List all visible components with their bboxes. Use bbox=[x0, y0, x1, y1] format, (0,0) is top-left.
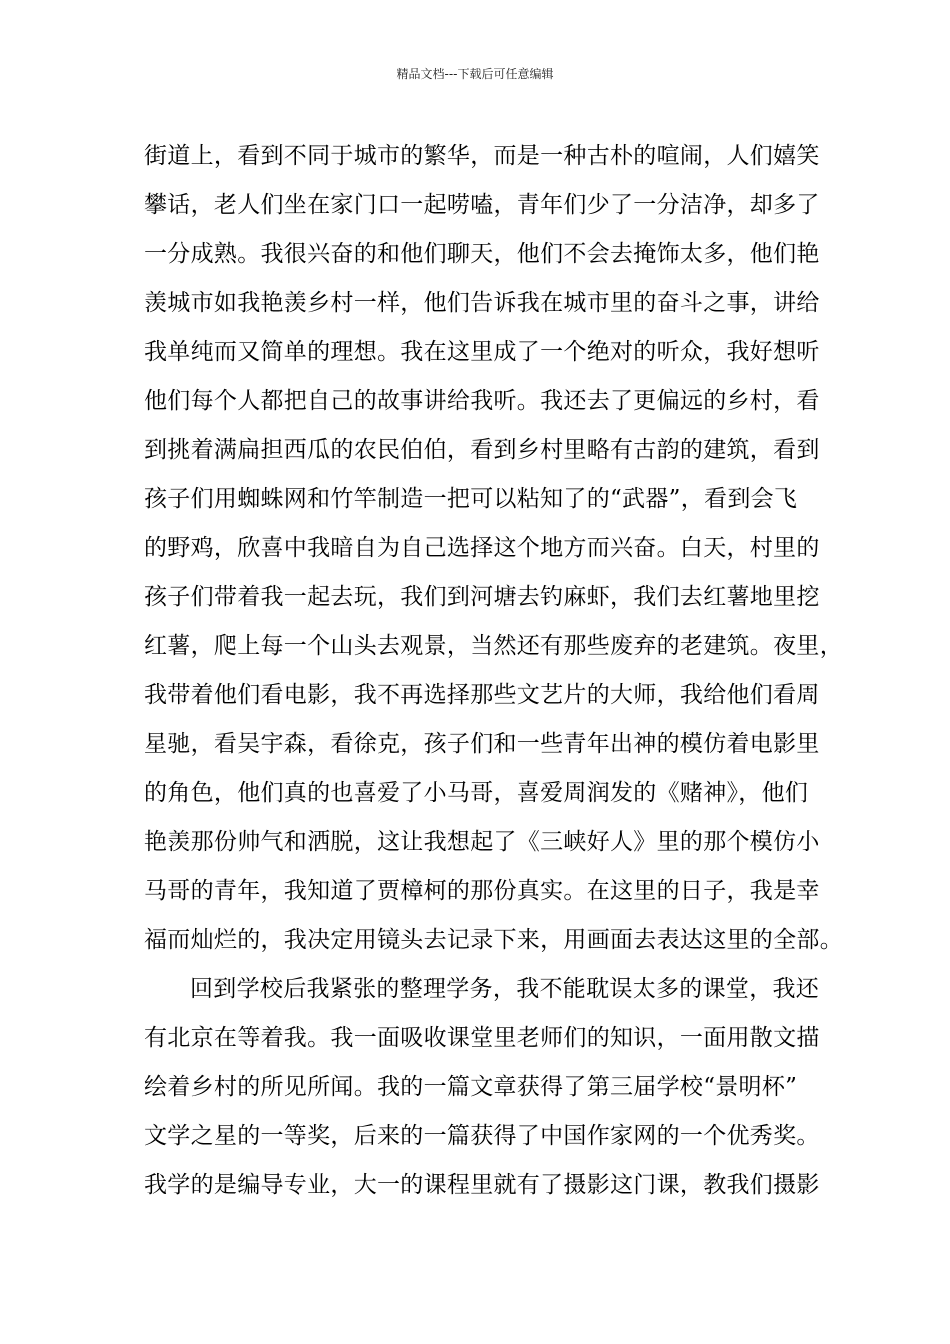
text-line: 我带着他们看电影，我不再选择那些文艺片的大师，我给他们看周 bbox=[144, 682, 820, 708]
text-line: 文学之星的一等奖，后来的一篇获得了中国作家网的一个优秀奖。 bbox=[144, 1123, 820, 1149]
text-line: 街道上，看到不同于城市的繁华，而是一种古朴的喧闹，人们嬉笑 bbox=[144, 143, 820, 169]
page-header: 精品文档---下载后可任意编辑 bbox=[396, 67, 554, 81]
paragraph-2 bbox=[144, 965, 820, 1210]
text-line: 有北京在等着我。我一面吸收课堂里老师们的知识，一面用散文描 bbox=[144, 1025, 820, 1051]
text-line: 艳羡那份帅气和洒脱，这让我想起了《三峡好人》里的那个模仿小 bbox=[144, 829, 820, 855]
text-line: 羡城市如我艳羡乡村一样，他们告诉我在城市里的奋斗之事，讲给 bbox=[144, 290, 820, 316]
text-line: 一分成熟。我很兴奋的和他们聊天，他们不会去掩饰太多，他们艳 bbox=[144, 241, 820, 267]
text-line: 孩子们带着我一起去玩，我们到河塘去钓麻虾，我们去红薯地里挖 bbox=[144, 584, 820, 610]
text-line: 他们每个人都把自己的故事讲给我听。我还去了更偏远的乡村，看 bbox=[144, 388, 820, 414]
text-line: 红薯，爬上每一个山头去观景，当然还有那些废弃的老建筑。夜里， bbox=[144, 633, 843, 659]
text-line: 的野鸡，欣喜中我暗自为自己选择这个地方而兴奋。白天，村里的 bbox=[144, 535, 820, 561]
text-line: 我单纯而又简单的理想。我在这里成了一个绝对的听众，我好想听 bbox=[144, 339, 820, 365]
text-line: 绘着乡村的所见所闻。我的一篇文章获得了第三届学校“景明杯” bbox=[144, 1074, 798, 1100]
text-line: 的角色，他们真的也喜爱了小马哥，喜爱周润发的《赌神》，他们 bbox=[144, 780, 809, 806]
text-line: 到挑着满扁担西瓜的农民伯伯，看到乡村里略有古韵的建筑，看到 bbox=[144, 437, 820, 463]
body-text bbox=[144, 132, 843, 1210]
text-line: 攀话，老人们坐在家门口一起唠嗑，青年们少了一分洁净，却多了 bbox=[144, 192, 820, 218]
text-line: 孩子们用蜘蛛网和竹竿制造一把可以粘知了的“武器”，看到会飞 bbox=[144, 486, 798, 512]
text-line-indented: 回到学校后我紧张的整理学务，我不能耽误太多的课堂，我还 bbox=[190, 976, 820, 1002]
paragraph-1 bbox=[144, 132, 843, 965]
text-line: 马哥的青年，我知道了贾樟柯的那份真实。在这里的日子，我是幸 bbox=[144, 878, 820, 904]
text-line: 我学的是编导专业，大一的课程里就有了摄影这门课，教我们摄影 bbox=[144, 1172, 820, 1198]
text-line: 福而灿烂的，我决定用镜头去记录下来，用画面去表达这里的全部。 bbox=[144, 927, 843, 953]
text-line: 星驰，看吴宇森，看徐克，孩子们和一些青年出神的模仿着电影里 bbox=[144, 731, 820, 757]
